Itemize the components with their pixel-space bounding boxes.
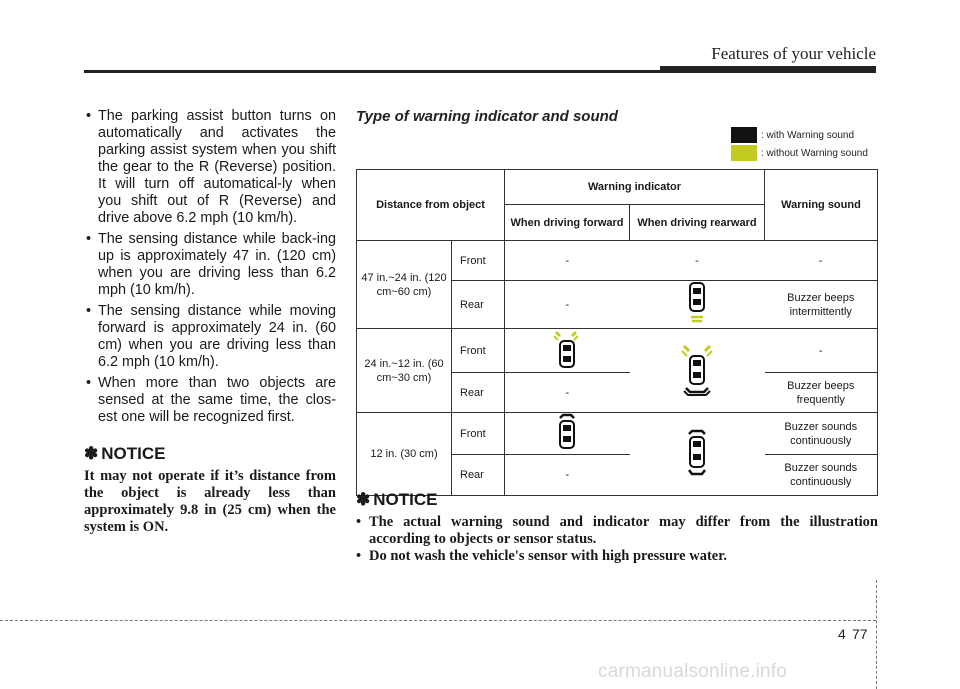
bullet-icon: • — [86, 231, 92, 247]
position-front: Front — [452, 413, 505, 455]
left-column — [84, 108, 336, 536]
distance-cell: 47 in.~24 in. (120 cm~60 cm) — [357, 241, 452, 329]
header-rule — [84, 70, 660, 73]
feature-bullet-list — [84, 108, 336, 426]
indicator-cell: - — [505, 241, 630, 281]
sound-cell: Buzzer sounds continuously — [765, 455, 878, 496]
car-front-sensor-icon — [550, 329, 584, 369]
notice-star-icon: ✽ — [356, 490, 371, 509]
page-header-title: Features of your vehicle — [711, 44, 876, 63]
indicator-cell — [630, 413, 765, 496]
header-sound: Warning sound — [765, 170, 878, 241]
footer-rule — [0, 620, 876, 621]
bullet-icon: • — [86, 375, 92, 391]
bullet-item: • When more than two objects are sensed at the same time, the clos-est one will be recognized first. — [86, 375, 336, 425]
sound-cell: Buzzer beeps frequently — [765, 373, 878, 413]
indicator-cell — [630, 329, 765, 413]
legend-with-sound: : with Warning sound — [731, 127, 854, 143]
header-rule-accent — [660, 66, 876, 73]
distance-cell: 24 in.~12 in. (60 cm~30 cm) — [357, 329, 452, 413]
page-number: 77 — [852, 626, 868, 642]
notice-star-icon: ✽ — [84, 444, 99, 463]
bullet-item: • The parking assist button turns on automatically and activates the parking assist system when you shift the gear to the R (Reverse) position. It will turn off automatical-ly when you shift out of R (Reverse) and drive above 6.2 mph (10 km/h). — [86, 108, 336, 226]
indicator-cell: - — [630, 241, 765, 281]
car-front-rear-sensor-icon — [680, 342, 714, 396]
notice-heading: ✽ NOTICE — [356, 490, 438, 509]
legend-swatch-black — [731, 127, 757, 143]
bullet-item: • The sensing distance while back-ing up is approximately 47 in. (120 cm) when you are driving less than 6.2 mph (10 km/h). — [86, 231, 336, 298]
car-front-rear-close-sensor-icon — [684, 428, 710, 478]
position-rear: Rear — [452, 455, 505, 496]
indicator-cell: - — [505, 455, 630, 496]
indicator-cell — [505, 329, 630, 373]
notice-text: It may not operate if it’s distance from the object is already less than approximately 9.8 in (25 cm) when the system is ON. — [84, 468, 336, 535]
header-rearward: When driving rearward — [630, 205, 765, 241]
bullet-icon: • — [356, 548, 362, 564]
distance-cell: 12 in. (30 cm) — [357, 413, 452, 496]
bullet-icon: • — [86, 303, 92, 319]
legend-swatch-green — [731, 145, 757, 161]
indicator-cell — [630, 281, 765, 329]
header-indicator: Warning indicator — [505, 170, 765, 205]
watermark: carmanualsonline.info — [598, 661, 788, 682]
bullet-icon: • — [86, 108, 92, 124]
bullet-icon: • — [356, 514, 362, 530]
car-front-close-sensor-icon — [555, 413, 579, 451]
bullet-item: • The sensing distance while moving forward is approximately 24 in. (60 cm) when you are driving less than 6.2 mph (10 km/h). — [86, 303, 336, 370]
right-notice — [356, 490, 878, 565]
footer-divider — [876, 580, 877, 689]
position-front: Front — [452, 241, 505, 281]
section-title: Type of warning indicator and sound — [356, 108, 618, 125]
legend-without-sound: : without Warning sound — [731, 145, 868, 161]
sound-cell: - — [765, 329, 878, 373]
indicator-cell: - — [505, 373, 630, 413]
chapter-number: 4 — [838, 626, 846, 642]
position-rear: Rear — [452, 373, 505, 413]
notice-item: • The actual warning sound and indicator may differ from the illustration according to objects or sensor status. — [356, 514, 878, 547]
indicator-cell — [505, 413, 630, 455]
indicator-cell: - — [505, 281, 630, 329]
car-rear-sensor-icon — [687, 281, 707, 325]
sound-cell: Buzzer sounds continuously — [765, 413, 878, 455]
sound-cell: - — [765, 241, 878, 281]
warning-indicator-table — [356, 169, 878, 496]
notice-item: • Do not wash the vehicle's sensor with high pressure water. — [356, 548, 727, 564]
position-rear: Rear — [452, 281, 505, 329]
notice-heading: ✽ NOTICE — [84, 444, 166, 463]
header-forward: When driving forward — [505, 205, 630, 241]
sound-cell: Buzzer beeps intermittently — [765, 281, 878, 329]
notice-list — [356, 514, 878, 565]
header-distance: Distance from object — [357, 170, 505, 241]
position-front: Front — [452, 329, 505, 373]
